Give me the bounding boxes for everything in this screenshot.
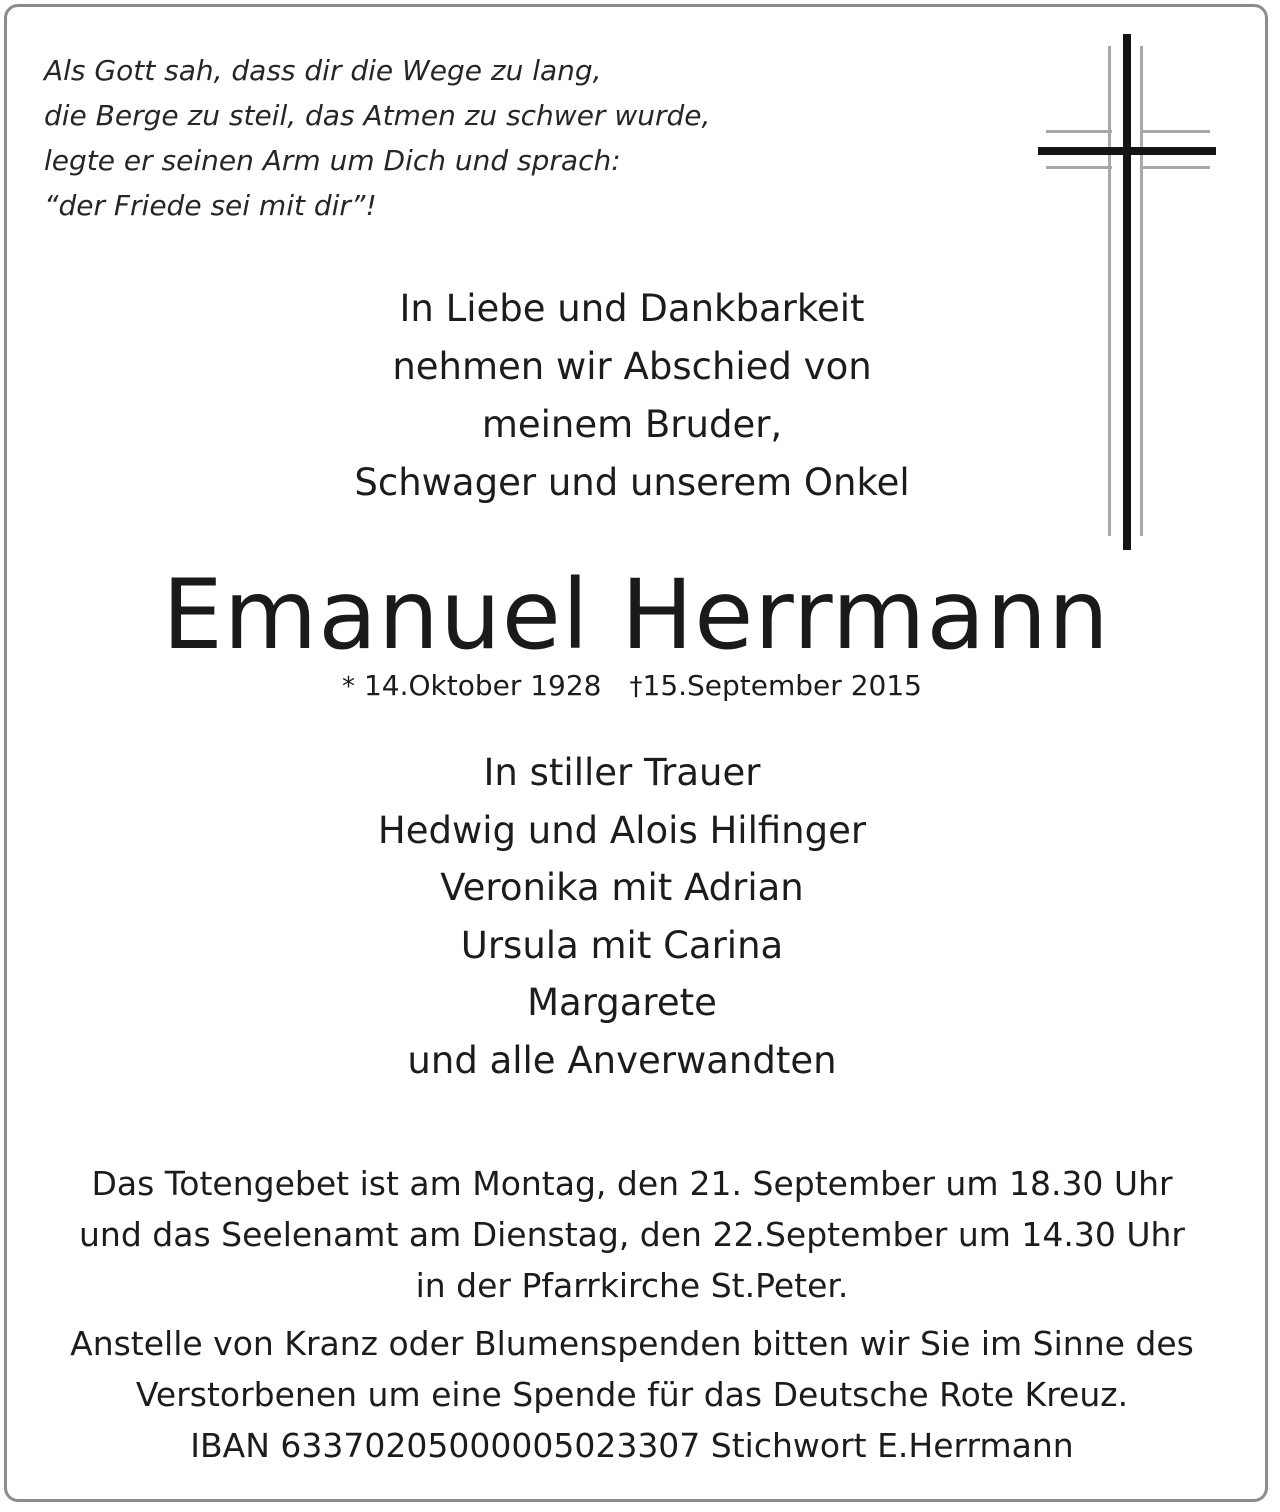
poem [44,48,710,228]
service-line: Das Totengebet ist am Montag, den 21. September um 18.30 Uhr [91,1164,1173,1203]
donation-line: Anstelle von Kranz oder Blumenspenden bitten wir Sie im Sinne des [70,1324,1194,1363]
mourners-line: In stiller Trauer [483,751,761,794]
poem-line: Als Gott sah, dass dir die Wege zu lang, [44,54,602,87]
intro-line: Schwager und unserem Onkel [354,461,910,504]
birth-symbol: * [342,672,356,702]
donation-info [0,1318,1268,1471]
mourners-line: Veronika mit Adrian [440,866,804,909]
poem-line: legte er seinen Arm um Dich und sprach: [44,144,621,177]
mourners-line: Margarete [527,981,717,1024]
death-date: 15.September 2015 [642,669,922,702]
poem-line: die Berge zu steil, das Atmen zu schwer wurde, [44,99,711,132]
service-line: und das Seelenamt am Dienstag, den 22.September um 14.30 Uhr [79,1215,1185,1254]
poem-line: “der Friede sei mit dir”! [44,189,377,222]
service-info [0,1158,1268,1311]
service-line: in der Pfarrkirche St.Peter. [415,1266,849,1305]
intro-line: In Liebe und Dankbarkeit [399,287,865,330]
intro-line: meinem Bruder, [481,403,783,446]
donation-line: IBAN 63370205000005023307 Stichwort E.Herrmann [190,1426,1074,1465]
intro-text [0,280,1268,512]
mourners-line: und alle Anverwandten [407,1038,837,1082]
donation-line: Verstorbenen um eine Spende für das Deutsche Rote Kreuz. [135,1375,1129,1414]
birth-date: 14.Oktober 1928 [363,669,602,702]
life-dates [0,664,1268,709]
death-symbol: † [629,672,643,702]
deceased-name: Emanuel Herrmann [162,559,1110,671]
mourners-line: Ursula mit Carina [460,923,784,967]
intro-line: nehmen wir Abschied von [392,345,872,388]
mourners-line: Hedwig und Alois Hilfinger [377,808,867,852]
mourners-list [0,744,1258,1089]
